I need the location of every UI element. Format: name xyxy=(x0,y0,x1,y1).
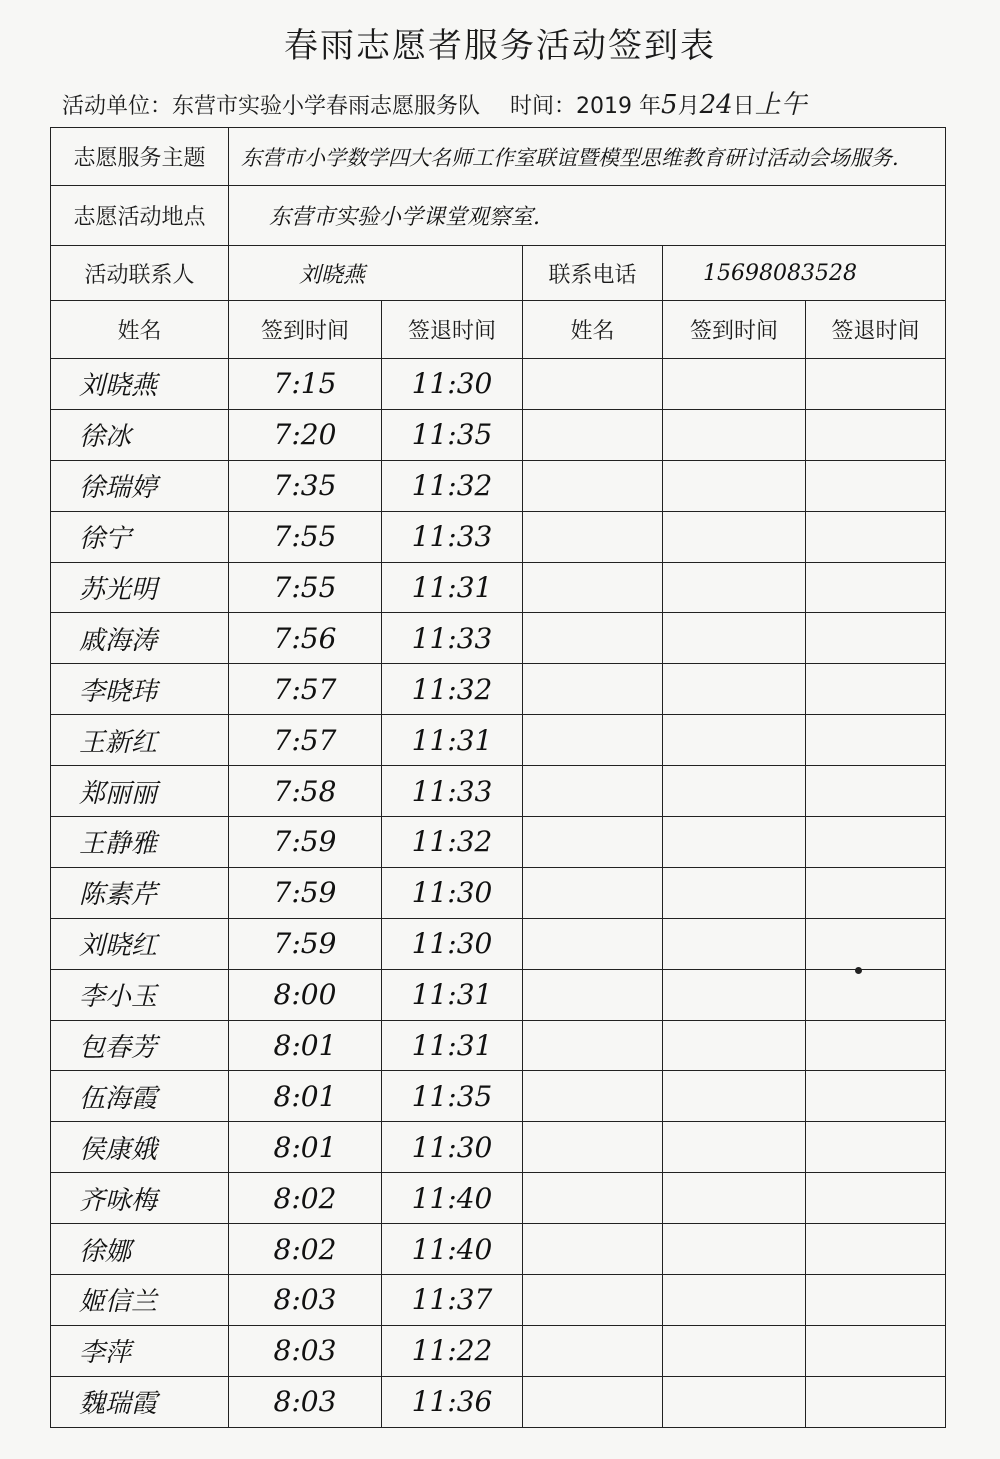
signee-name-2 xyxy=(523,969,663,1020)
signout-time: 11:32 xyxy=(382,460,523,511)
signin-time: 7:59 xyxy=(229,918,382,969)
signout-time: 11:30 xyxy=(382,359,523,410)
signout-time: 11:31 xyxy=(382,715,523,766)
signin-time-2 xyxy=(663,1071,806,1122)
signin-time: 8:03 xyxy=(229,1275,382,1326)
contact-row xyxy=(51,246,946,301)
signin-time: 7:58 xyxy=(229,766,382,817)
signin-time: 7:35 xyxy=(229,460,382,511)
signin-time: 8:00 xyxy=(229,969,382,1020)
signee-name: 郑丽丽 xyxy=(51,766,229,817)
signee-name: 苏光明 xyxy=(51,562,229,613)
signout-time: 11:37 xyxy=(382,1275,523,1326)
place-row xyxy=(51,186,946,246)
signee-name-2 xyxy=(523,359,663,410)
signin-time-2 xyxy=(663,409,806,460)
table-row xyxy=(51,1173,946,1224)
signin-table xyxy=(50,127,946,1428)
signout-time-2 xyxy=(806,1224,946,1275)
place-label: 志愿活动地点 xyxy=(51,186,229,246)
signin-time: 8:02 xyxy=(229,1224,382,1275)
signin-time: 7:20 xyxy=(229,409,382,460)
signout-time: 11:30 xyxy=(382,1122,523,1173)
signee-name-2 xyxy=(523,1275,663,1326)
theme-label: 志愿服务主题 xyxy=(51,128,229,186)
signee-name: 徐宁 xyxy=(51,511,229,562)
table-row xyxy=(51,409,946,460)
signout-time-2 xyxy=(806,1020,946,1071)
contact-value: 刘晓燕 xyxy=(229,246,523,301)
signout-time: 11:36 xyxy=(382,1376,523,1427)
signout-time-2 xyxy=(806,511,946,562)
signee-name: 李小玉 xyxy=(51,969,229,1020)
signout-time-2 xyxy=(806,715,946,766)
signout-time: 11:40 xyxy=(382,1173,523,1224)
signout-time-2 xyxy=(806,1173,946,1224)
signee-name-2 xyxy=(523,613,663,664)
signin-time-2 xyxy=(663,613,806,664)
col-header-name-2: 姓名 xyxy=(523,301,663,359)
signout-time-2 xyxy=(806,1071,946,1122)
signout-time: 11:22 xyxy=(382,1325,523,1376)
signee-name-2 xyxy=(523,1020,663,1071)
signee-name: 姬信兰 xyxy=(51,1275,229,1326)
table-row xyxy=(51,359,946,410)
signee-name-2 xyxy=(523,1122,663,1173)
signee-name-2 xyxy=(523,867,663,918)
signin-time: 7:56 xyxy=(229,613,382,664)
table-row xyxy=(51,1071,946,1122)
signin-time-2 xyxy=(663,766,806,817)
col-header-signin-2: 签到时间 xyxy=(663,301,806,359)
signee-name: 戚海涛 xyxy=(51,613,229,664)
signee-name: 刘晓燕 xyxy=(51,359,229,410)
signee-name-2 xyxy=(523,1224,663,1275)
signout-time: 11:31 xyxy=(382,562,523,613)
signin-time-2 xyxy=(663,1020,806,1071)
signee-name: 包春芳 xyxy=(51,1020,229,1071)
theme-row xyxy=(51,128,946,186)
signin-time: 8:02 xyxy=(229,1173,382,1224)
signee-name-2 xyxy=(523,817,663,868)
signout-time: 11:30 xyxy=(382,918,523,969)
table-row xyxy=(51,511,946,562)
page-title: 春雨志愿者服务活动签到表 xyxy=(284,26,716,66)
signout-time-2 xyxy=(806,359,946,410)
signee-name: 徐娜 xyxy=(51,1224,229,1275)
signin-time-2 xyxy=(663,511,806,562)
signout-time: 11:32 xyxy=(382,664,523,715)
signin-time-2 xyxy=(663,867,806,918)
signee-name: 徐冰 xyxy=(51,409,229,460)
signin-time: 7:57 xyxy=(229,664,382,715)
signout-time-2 xyxy=(806,766,946,817)
unit-label: 活动单位： xyxy=(62,94,173,119)
table-row xyxy=(51,1275,946,1326)
signin-time-2 xyxy=(663,1173,806,1224)
signee-name-2 xyxy=(523,664,663,715)
signin-time: 7:15 xyxy=(229,359,382,410)
signee-name-2 xyxy=(523,766,663,817)
signin-time-2 xyxy=(663,664,806,715)
table-row xyxy=(51,562,946,613)
signee-name-2 xyxy=(523,511,663,562)
signin-time-2 xyxy=(663,918,806,969)
col-header-signin: 签到时间 xyxy=(229,301,382,359)
signin-time-2 xyxy=(663,1275,806,1326)
table-row xyxy=(51,969,946,1020)
signee-name: 王静雅 xyxy=(51,817,229,868)
signout-time: 11:31 xyxy=(382,1020,523,1071)
signee-name-2 xyxy=(523,1071,663,1122)
signee-name: 刘晓红 xyxy=(51,918,229,969)
signout-time: 11:32 xyxy=(382,817,523,868)
day: 24 xyxy=(699,90,733,120)
table-row xyxy=(51,460,946,511)
time-label: 时间： xyxy=(510,94,577,119)
signin-time-2 xyxy=(663,969,806,1020)
table-row xyxy=(51,664,946,715)
signin-time-2 xyxy=(663,1122,806,1173)
signin-time: 7:57 xyxy=(229,715,382,766)
signin-time: 8:03 xyxy=(229,1325,382,1376)
unit-value: 东营市实验小学春雨志愿服务队 xyxy=(172,94,481,119)
signee-name-2 xyxy=(523,918,663,969)
signee-name-2 xyxy=(523,715,663,766)
signee-name-2 xyxy=(523,1173,663,1224)
signee-name: 李晓玮 xyxy=(51,664,229,715)
signee-name: 侯康娥 xyxy=(51,1122,229,1173)
signout-time-2 xyxy=(806,1122,946,1173)
signout-time-2 xyxy=(806,409,946,460)
signin-time: 7:59 xyxy=(229,817,382,868)
signee-name-2 xyxy=(523,409,663,460)
signin-time-2 xyxy=(663,817,806,868)
activity-meta xyxy=(62,84,807,121)
signee-name: 魏瑞霞 xyxy=(51,1376,229,1427)
signout-time: 11:33 xyxy=(382,511,523,562)
signout-time-2 xyxy=(806,460,946,511)
period: 上午 xyxy=(754,90,807,120)
signout-time-2 xyxy=(806,1325,946,1376)
table-row xyxy=(51,817,946,868)
signee-name-2 xyxy=(523,562,663,613)
phone-label: 联系电话 xyxy=(523,246,663,301)
signout-time-2 xyxy=(806,969,946,1020)
theme-value: 东营市小学数学四大名师工作室联谊暨模型思维教育研讨活动会场服务. xyxy=(229,128,946,186)
table-row xyxy=(51,1325,946,1376)
year: 2019 年 xyxy=(576,94,662,119)
signee-name: 王新红 xyxy=(51,715,229,766)
signee-name-2 xyxy=(523,1376,663,1427)
signin-time: 8:01 xyxy=(229,1122,382,1173)
signin-time-2 xyxy=(663,562,806,613)
signout-time-2 xyxy=(806,867,946,918)
signin-time-2 xyxy=(663,460,806,511)
ink-dot xyxy=(855,967,862,974)
signout-time-2 xyxy=(806,613,946,664)
table-row xyxy=(51,867,946,918)
col-header-signout: 签退时间 xyxy=(382,301,523,359)
table-row xyxy=(51,766,946,817)
phone-value: 15698083528 xyxy=(663,246,946,301)
signee-name-2 xyxy=(523,1325,663,1376)
signout-time-2 xyxy=(806,1376,946,1427)
month-suffix: 月 xyxy=(677,94,700,119)
signin-time: 8:01 xyxy=(229,1020,382,1071)
signin-time-2 xyxy=(663,359,806,410)
day-suffix: 日 xyxy=(732,94,755,119)
signout-time-2 xyxy=(806,664,946,715)
col-header-signout-2: 签退时间 xyxy=(806,301,946,359)
signin-time: 7:55 xyxy=(229,562,382,613)
column-header-row xyxy=(51,301,946,359)
month: 5 xyxy=(661,90,678,120)
signin-time-2 xyxy=(663,1325,806,1376)
signout-time: 11:40 xyxy=(382,1224,523,1275)
table-row xyxy=(51,613,946,664)
signee-name: 徐瑞婷 xyxy=(51,460,229,511)
signin-time: 8:03 xyxy=(229,1376,382,1427)
signout-time-2 xyxy=(806,918,946,969)
table-row xyxy=(51,715,946,766)
signout-time-2 xyxy=(806,1275,946,1326)
signin-time: 7:59 xyxy=(229,867,382,918)
place-value: 东营市实验小学课堂观察室. xyxy=(229,186,946,246)
signee-name: 伍海霞 xyxy=(51,1071,229,1122)
signout-time-2 xyxy=(806,817,946,868)
signout-time-2 xyxy=(806,562,946,613)
signee-name-2 xyxy=(523,460,663,511)
table-row xyxy=(51,918,946,969)
table-row xyxy=(51,1224,946,1275)
signout-time: 11:33 xyxy=(382,613,523,664)
table-row xyxy=(51,1020,946,1071)
signin-time: 7:55 xyxy=(229,511,382,562)
signout-time: 11:35 xyxy=(382,1071,523,1122)
signee-name: 李萍 xyxy=(51,1325,229,1376)
signout-time: 11:33 xyxy=(382,766,523,817)
table-row xyxy=(51,1122,946,1173)
contact-label: 活动联系人 xyxy=(51,246,229,301)
col-header-name: 姓名 xyxy=(51,301,229,359)
table-row xyxy=(51,1376,946,1427)
signee-name: 齐咏梅 xyxy=(51,1173,229,1224)
signout-time: 11:30 xyxy=(382,867,523,918)
signin-time-2 xyxy=(663,1376,806,1427)
signee-name: 陈素芹 xyxy=(51,867,229,918)
signin-time-2 xyxy=(663,1224,806,1275)
signin-time-2 xyxy=(663,715,806,766)
signin-time: 8:01 xyxy=(229,1071,382,1122)
signout-time: 11:35 xyxy=(382,409,523,460)
signout-time: 11:31 xyxy=(382,969,523,1020)
